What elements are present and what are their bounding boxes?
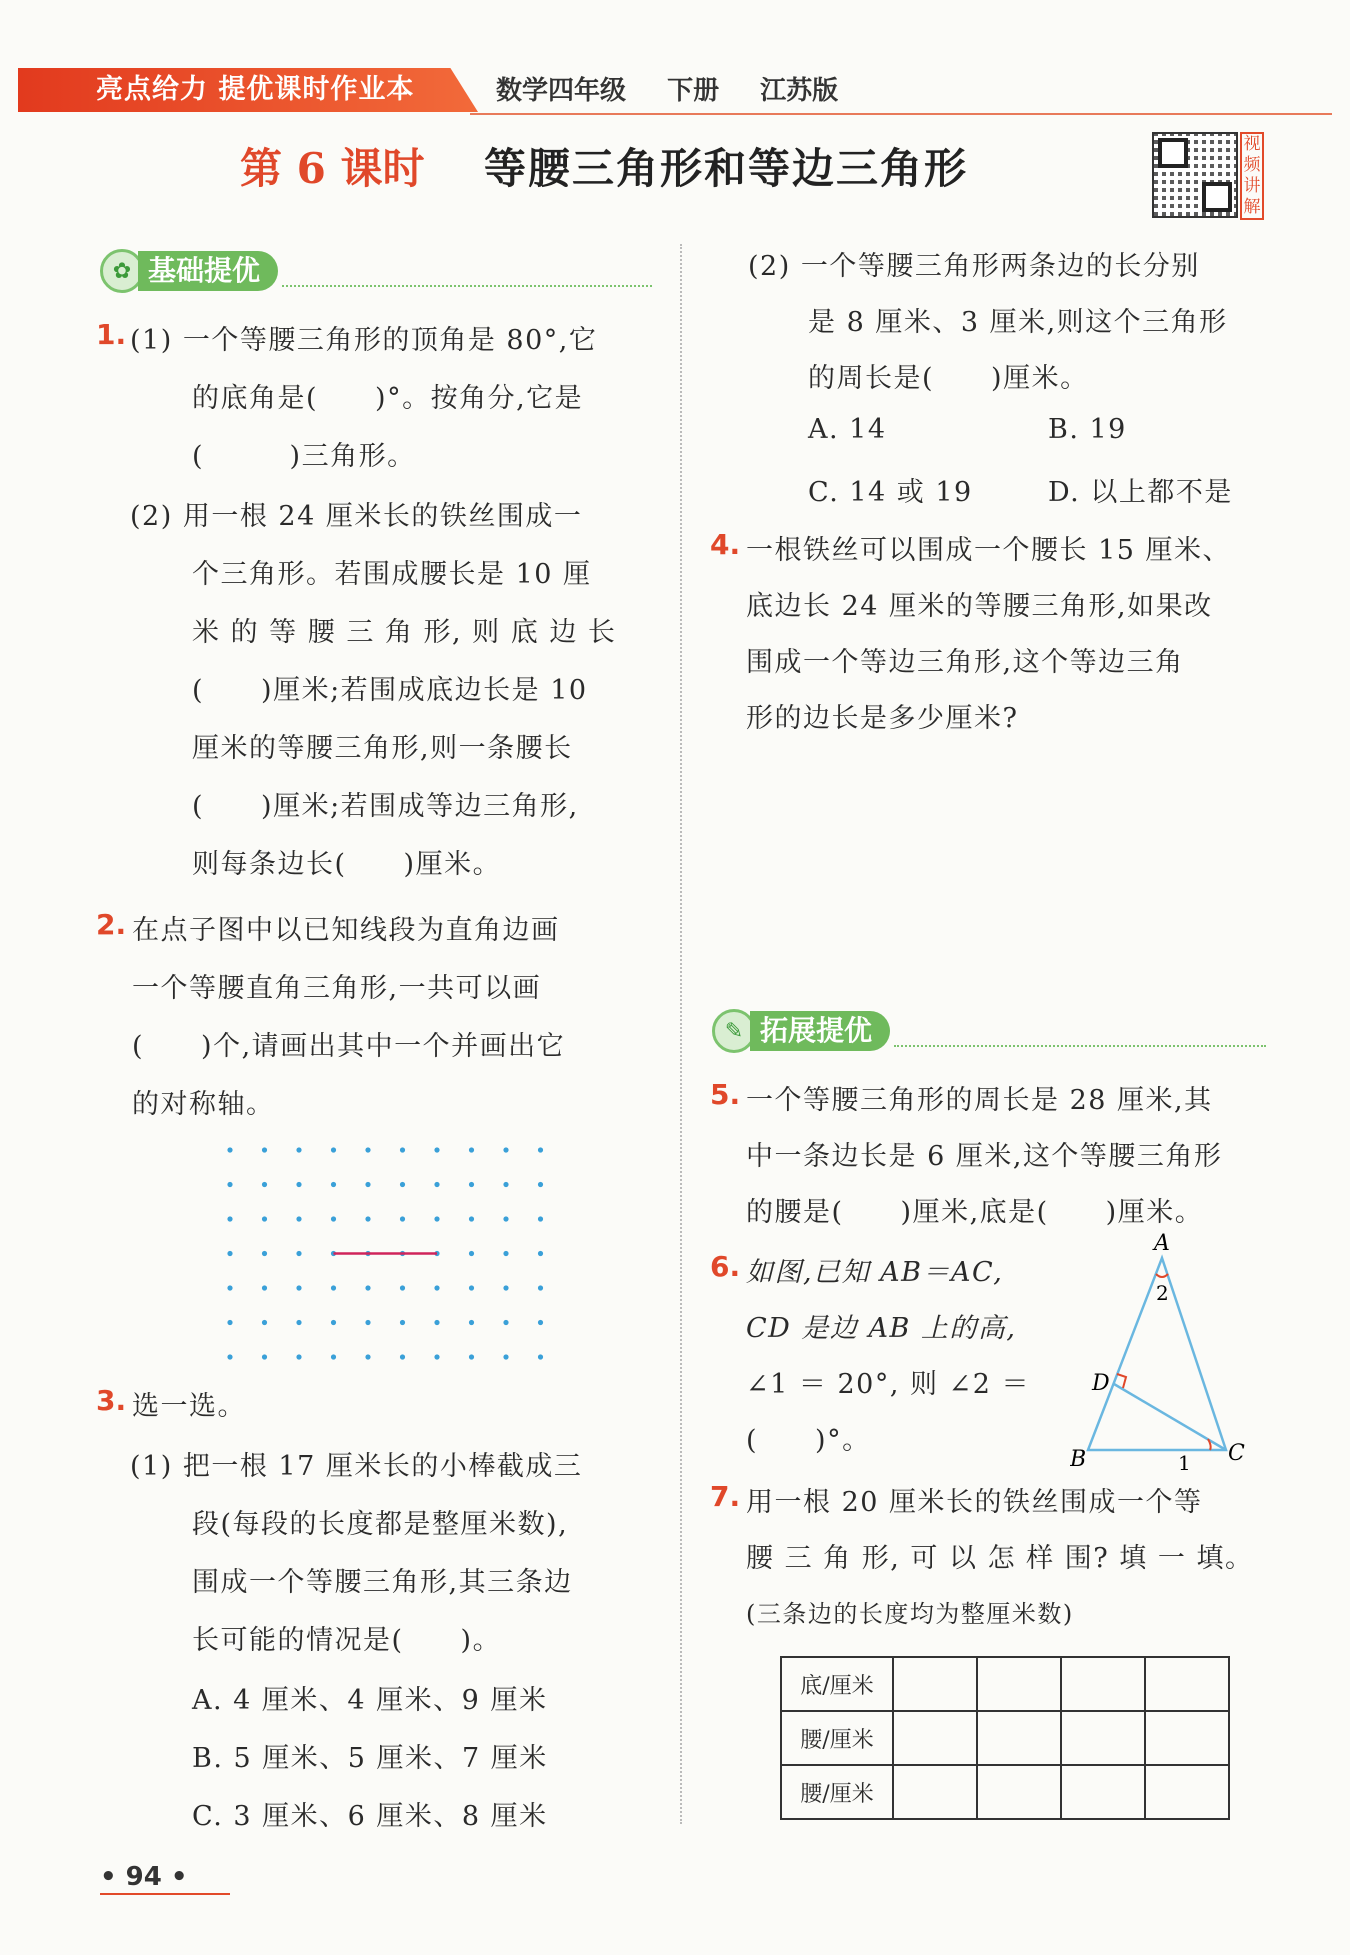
grid-dot[interactable] (469, 1285, 474, 1290)
grid-dot[interactable] (296, 1285, 301, 1290)
q4-line: 一根铁丝可以围成一个腰长 15 厘米、 (746, 535, 1232, 566)
grid-dot[interactable] (296, 1216, 301, 1221)
q3-option[interactable]: A. 4 厘米、4 厘米、9 厘米 (192, 1685, 548, 1716)
angle-2-arc (1156, 1274, 1168, 1277)
grid-dot[interactable] (400, 1182, 405, 1187)
grid-dot[interactable] (262, 1285, 267, 1290)
grid-dot[interactable] (469, 1354, 474, 1359)
answer-cell[interactable] (1061, 1657, 1145, 1711)
q4-line: 围成一个等边三角形,这个等边三角 (746, 647, 1184, 678)
answer-cell[interactable] (977, 1657, 1061, 1711)
grid-dot[interactable] (227, 1182, 232, 1187)
q3-part2-line: 是 8 厘米、3 厘米,则这个三角形 (808, 307, 1228, 338)
q2-line: ( )个,请画出其中一个并画出它 (132, 1031, 566, 1062)
dotted-rule (894, 1015, 1266, 1047)
page-number-rule (100, 1893, 230, 1895)
sprout-icon: ✿ (100, 249, 144, 293)
q2-number: 2. (96, 908, 127, 941)
q3-line: 围成一个等腰三角形,其三条边 (192, 1567, 573, 1598)
q2-line: 在点子图中以已知线段为直角边画 (132, 915, 560, 946)
table-row (781, 1657, 1229, 1711)
grid-dot[interactable] (331, 1182, 336, 1187)
grid-dot[interactable] (365, 1182, 370, 1187)
grid-dot[interactable] (296, 1354, 301, 1359)
grid-dot[interactable] (262, 1182, 267, 1187)
row-header: 底/厘米 (781, 1657, 893, 1711)
grid-dot[interactable] (503, 1354, 508, 1359)
grid-dot[interactable] (538, 1251, 543, 1256)
pencil-icon: ✎ (712, 1009, 756, 1053)
q3-part2-line: 的周长是( )厘米。 (808, 363, 1089, 394)
table-row (781, 1711, 1229, 1765)
grid-dot[interactable] (227, 1320, 232, 1325)
volume-label: 下册 (667, 76, 720, 106)
column-divider (680, 244, 682, 1824)
dotted-rule (282, 255, 652, 287)
grid-dot[interactable] (331, 1285, 336, 1290)
grid-dot[interactable] (434, 1354, 439, 1359)
answer-cell[interactable] (893, 1711, 977, 1765)
grid-dot[interactable] (400, 1354, 405, 1359)
q3-line: 长可能的情况是( )。 (192, 1625, 502, 1656)
grid-dot[interactable] (469, 1147, 474, 1152)
row-header: 腰/厘米 (781, 1711, 893, 1765)
q2-line: 的对称轴。 (132, 1089, 275, 1120)
grid-dot[interactable] (331, 1216, 336, 1221)
triangle-figure (1070, 1230, 1250, 1470)
q7-table (780, 1656, 1230, 1820)
answer-cell[interactable] (1145, 1657, 1229, 1711)
q7-line: (三条边的长度均为整厘米数) (746, 1600, 1074, 1628)
grid-dot[interactable] (434, 1147, 439, 1152)
label-angle-2: 2 (1156, 1281, 1169, 1305)
section-basic (100, 248, 652, 294)
answer-cell[interactable] (1061, 1765, 1145, 1819)
label-a: A (1154, 1231, 1170, 1256)
grid-dot[interactable] (503, 1251, 508, 1256)
q1-line: 个三角形。若围成腰长是 10 厘 (192, 559, 592, 590)
grid-dot[interactable] (400, 1216, 405, 1221)
q3-option[interactable]: C. 3 厘米、6 厘米、8 厘米 (192, 1801, 548, 1832)
label-angle-1: 1 (1178, 1451, 1191, 1470)
q1-line: ( )厘米;若围成底边长是 10 (192, 675, 588, 706)
q4-number: 4. (710, 528, 741, 561)
video-explain-tag: 视频讲解 (1240, 132, 1264, 220)
q4-line: 形的边长是多少厘米? (746, 703, 1019, 734)
grid-dot[interactable] (469, 1251, 474, 1256)
grid-dot[interactable] (434, 1320, 439, 1325)
q1-number: 1. (96, 318, 127, 351)
answer-cell[interactable] (977, 1765, 1061, 1819)
q1-line: (2) 用一根 24 厘米长的铁丝围成一 (130, 501, 583, 532)
q3-option[interactable]: C. 14 或 19 (808, 477, 973, 508)
grid-dot[interactable] (331, 1320, 336, 1325)
q7-line: 腰 三 角 形, 可 以 怎 样 围? 填 一 填。 (746, 1543, 1254, 1574)
q3-line: 段(每段的长度都是整厘米数), (192, 1509, 569, 1540)
grid-dot[interactable] (296, 1182, 301, 1187)
q1-line: 则每条边长( )厘米。 (192, 849, 502, 880)
q3-line: (1) 把一根 17 厘米长的小棒截成三 (130, 1451, 583, 1482)
row-header: 腰/厘米 (781, 1765, 893, 1819)
grid-dot[interactable] (331, 1147, 336, 1152)
q3-option[interactable]: B. 19 (1048, 414, 1127, 445)
q1-line: ( )厘米;若围成等边三角形, (192, 791, 579, 822)
grid-dot[interactable] (503, 1320, 508, 1325)
q3-part2-line: (2) 一个等腰三角形两条边的长分别 (748, 251, 1200, 282)
edition-label: 江苏版 (760, 76, 839, 106)
q6-line: ( )°。 (746, 1425, 871, 1456)
header-info (496, 72, 870, 110)
grid-dot[interactable] (469, 1216, 474, 1221)
q4-line: 底边长 24 厘米的等腰三角形,如果改 (746, 591, 1213, 622)
q1-line: ( )三角形。 (192, 441, 416, 472)
q5-line: 中一条边长是 6 厘米,这个等腰三角形 (746, 1141, 1223, 1172)
lesson-number: 第 6 课时 (240, 144, 425, 193)
q4-answer-area[interactable] (746, 750, 1266, 1000)
q1-line: (1) 一个等腰三角形的顶角是 80°,它 (130, 325, 598, 356)
q3-option[interactable]: A. 14 (808, 414, 887, 445)
q3-number: 3. (96, 1384, 127, 1417)
q1-line: 米 的 等 腰 三 角 形, 则 底 边 长 (192, 617, 617, 648)
grid-dot[interactable] (503, 1216, 508, 1221)
answer-cell[interactable] (1145, 1711, 1229, 1765)
qr-code-icon[interactable] (1152, 132, 1238, 218)
grid-dot[interactable] (227, 1147, 232, 1152)
grid-dot[interactable] (365, 1320, 370, 1325)
grid-dot[interactable] (262, 1354, 267, 1359)
answer-cell[interactable] (1061, 1711, 1145, 1765)
grid-dot[interactable] (503, 1182, 508, 1187)
q6-line: ∠1 ＝ 20°, 则 ∠2 ＝ (746, 1369, 1030, 1400)
section-extend (712, 1008, 1266, 1054)
grid-dot[interactable] (434, 1216, 439, 1221)
grid-dot[interactable] (538, 1320, 543, 1325)
grid-dot[interactable] (227, 1216, 232, 1221)
grid-dot[interactable] (538, 1354, 543, 1359)
grid-dot[interactable] (296, 1147, 301, 1152)
q5-line: 一个等腰三角形的周长是 28 厘米,其 (746, 1085, 1213, 1116)
q6-line: CD 是边 AB 上的高, (746, 1313, 1017, 1344)
page-title: 等腰三角形和等边三角形 (484, 144, 969, 193)
answer-cell[interactable] (1145, 1765, 1229, 1819)
q1-line: 厘米的等腰三角形,则一条腰长 (192, 733, 573, 764)
brand-title: 亮点给力 提优课时作业本 (96, 74, 415, 105)
q6-number: 6. (710, 1250, 741, 1283)
section-basic-label: 基础提优 (138, 251, 278, 291)
grid-dot[interactable] (434, 1182, 439, 1187)
q6-line: 如图,已知 AB＝AC, (746, 1257, 1004, 1288)
q7-line: 用一根 20 厘米长的铁丝围成一个等 (746, 1487, 1203, 1518)
grid-dot[interactable] (227, 1251, 232, 1256)
q5-line: 的腰是( )厘米,底是( )厘米。 (746, 1197, 1204, 1228)
label-d: D (1092, 1371, 1110, 1396)
q1-line: 的底角是( )°。按角分,它是 (192, 383, 584, 414)
grid-dot[interactable] (400, 1147, 405, 1152)
grid-dot[interactable] (469, 1182, 474, 1187)
grid-dot[interactable] (538, 1147, 543, 1152)
grid-dot[interactable] (365, 1216, 370, 1221)
grid-dot[interactable] (503, 1147, 508, 1152)
grid-dot[interactable] (469, 1320, 474, 1325)
q3-option[interactable]: D. 以上都不是 (1048, 477, 1233, 508)
answer-cell[interactable] (893, 1765, 977, 1819)
q7-number: 7. (710, 1480, 741, 1513)
answer-cell[interactable] (893, 1657, 977, 1711)
q2-line: 一个等腰直角三角形,一共可以画 (132, 973, 542, 1004)
subject-label: 数学四年级 (496, 76, 627, 106)
grid-dot[interactable] (262, 1216, 267, 1221)
grid-dot[interactable] (227, 1285, 232, 1290)
grid-dot[interactable] (296, 1320, 301, 1325)
grid-dot[interactable] (262, 1320, 267, 1325)
grid-dot[interactable] (365, 1147, 370, 1152)
section-extend-label: 拓展提优 (750, 1011, 890, 1051)
grid-dot[interactable] (296, 1251, 301, 1256)
answer-cell[interactable] (977, 1711, 1061, 1765)
grid-dot[interactable] (538, 1182, 543, 1187)
label-c: C (1228, 1441, 1245, 1466)
q3-option[interactable]: B. 5 厘米、5 厘米、7 厘米 (192, 1743, 548, 1774)
q5-number: 5. (710, 1078, 741, 1111)
grid-dot[interactable] (434, 1285, 439, 1290)
grid-dot[interactable] (262, 1147, 267, 1152)
grid-dot[interactable] (538, 1285, 543, 1290)
grid-dot[interactable] (538, 1216, 543, 1221)
table-row (781, 1765, 1229, 1819)
grid-dot[interactable] (227, 1354, 232, 1359)
header-rule (470, 113, 1332, 115)
grid-dot[interactable] (503, 1285, 508, 1290)
grid-dot[interactable] (400, 1320, 405, 1325)
page-number: • 94 • (100, 1862, 188, 1892)
grid-dot[interactable] (262, 1251, 267, 1256)
dot-grid[interactable] (210, 1134, 560, 1364)
grid-dot[interactable] (400, 1285, 405, 1290)
grid-dot[interactable] (365, 1285, 370, 1290)
q3-title: 选一选。 (132, 1391, 246, 1422)
grid-dot[interactable] (331, 1354, 336, 1359)
grid-dot[interactable] (365, 1354, 370, 1359)
label-b: B (1070, 1447, 1087, 1470)
